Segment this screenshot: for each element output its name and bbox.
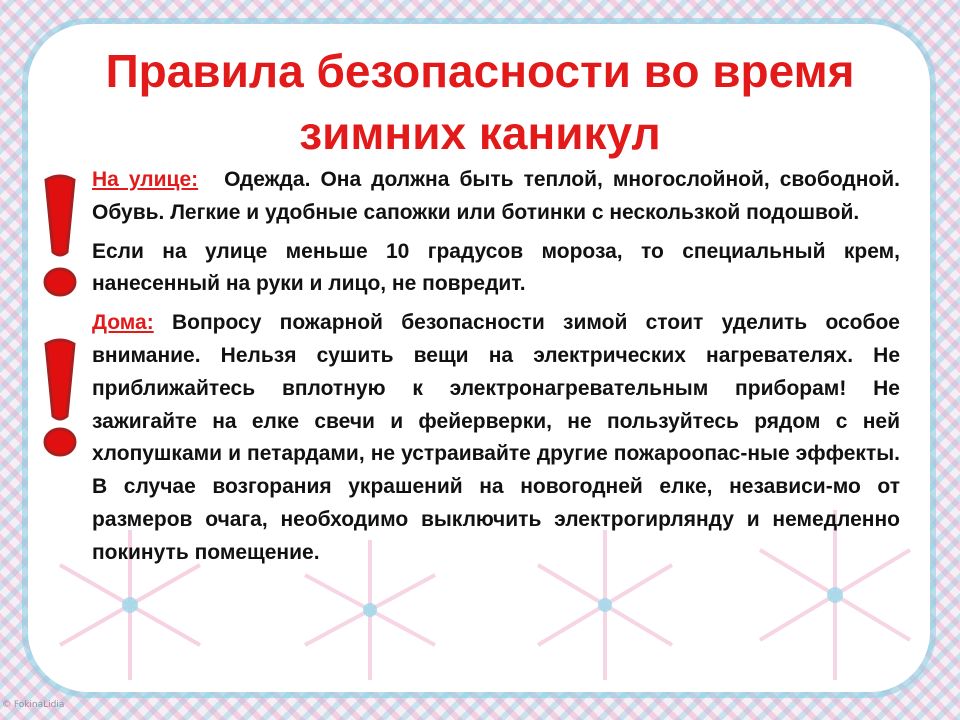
watermark: © FokinaLidia: [2, 700, 65, 710]
street-text: Одежда. Она должна быть теплой, многослойной, свободной. Обувь. Легкие и удобные сапожки или ботинки с нескользкой подошвой.: [92, 168, 900, 224]
title-line-2: зимних каникул: [299, 107, 661, 159]
slide-title: [60, 40, 900, 164]
home-paragraph: [92, 307, 900, 569]
slide-body: [92, 164, 900, 576]
home-text: Вопросу пожарной безопасности зимой стоит уделить особое внимание. Нельзя сушить вещи на электрических нагревателях. Не приближайтесь вплотную к электронагревательным приборам! Не зажигайте на елке свечи и фейерверки, не пользуйтесь рядом с ней хлопушками и петардами, не устраивайте другие пожароопас-ные эффекты. В случае возгорания украшений на новогодней елке, независи-мо от размеров очага, необходимо выключить электрогирлянду и немедленно покинуть помещение.: [92, 311, 900, 564]
street-label: На улице:: [92, 168, 199, 191]
title-line-1: Правила безопасности во время: [105, 45, 855, 97]
exclamation-icon: [38, 336, 82, 466]
home-label: Дома:: [92, 311, 154, 335]
street-paragraph: [92, 164, 900, 230]
street-extra-paragraph: Если на улице меньше 10 градусов мороза, то специальный крем, нанесенный на руки и лицо, не повредит.: [92, 239, 900, 296]
exclamation-icon: [38, 172, 82, 302]
